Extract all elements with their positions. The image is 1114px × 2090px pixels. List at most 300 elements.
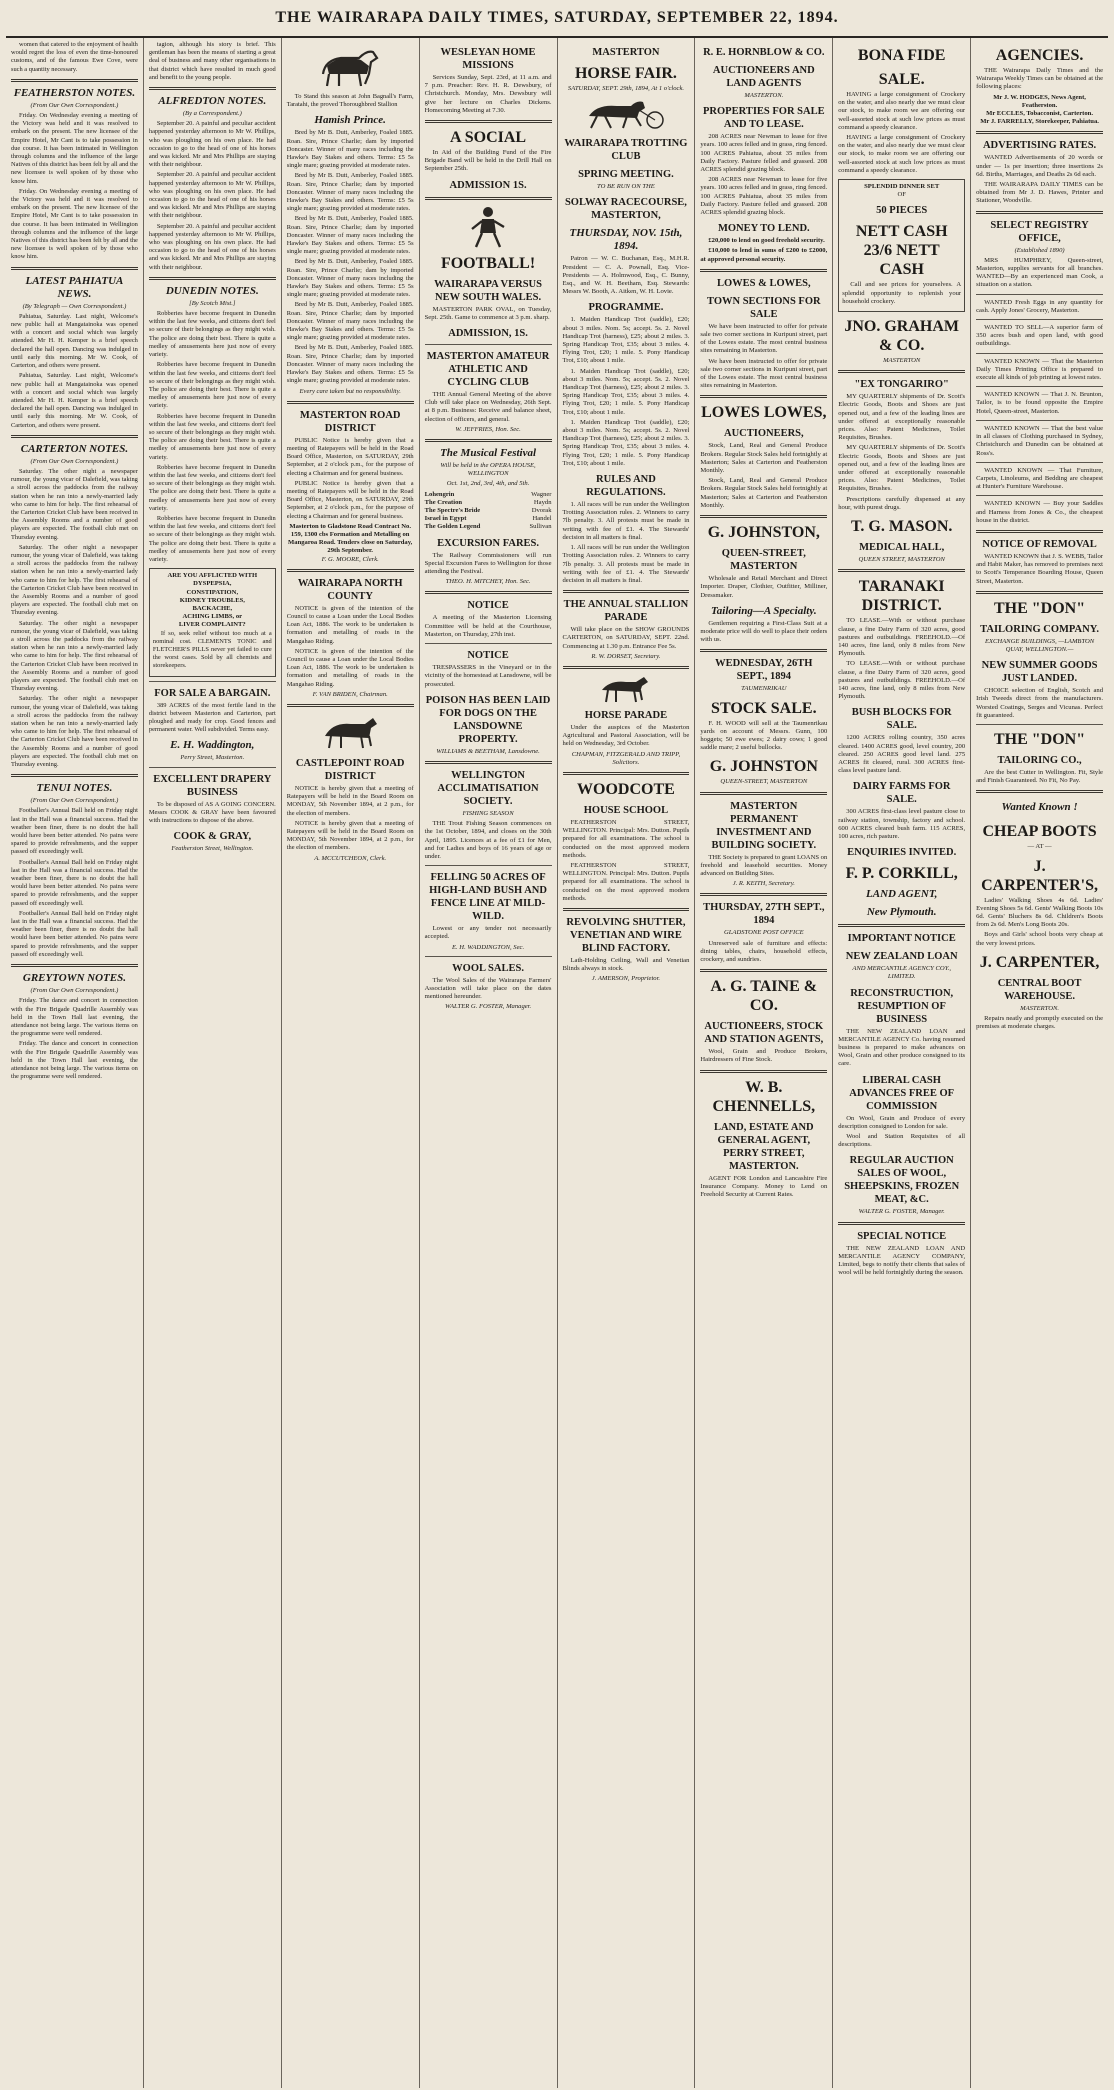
- don-heading: THE "DON": [994, 599, 1086, 617]
- work-title: The Spectre's Bride: [424, 507, 481, 515]
- column-5: [558, 38, 696, 2088]
- wednesday-heading: WEDNESDAY, 26TH SEPT., 1894: [715, 658, 813, 683]
- pills-line: ACHING LIMBS, or: [182, 613, 243, 621]
- divider: [838, 1222, 965, 1225]
- horse-woodcut-icon: [598, 674, 654, 704]
- lowes-auctioneers-sub: AUCTIONEERS,: [723, 428, 804, 440]
- divider: [11, 774, 138, 777]
- dunedin-sub: [By Scotch Mist.]: [189, 299, 236, 307]
- divider: [976, 495, 1103, 496]
- johnston-body: Wholesale and Retail Merchant and Direct Importer. Draper, Clothier, Outfitter, Milliner, Dressmaker.: [700, 575, 828, 599]
- work-title: The Golden Legend: [424, 523, 481, 531]
- divider: [425, 761, 552, 764]
- greytown-body-cont: Friday. The dance and concert in connection with the Fire Brigade Quadrille Assembly was held in the Town Hall last evening, the attendance not being large. The various items on the programme were well rendered.: [11, 1040, 138, 1081]
- divider: [838, 370, 965, 373]
- dunedin-body-cont: Robberies have become frequent in Dunedin within the last few weeks, and citizens don't feel so secure of their belongings as they might wish. The police are doing their best. There is quite a medley of amusements here just now of every variety.: [148, 361, 276, 410]
- notice-body: A meeting of the Masterton Licensing Committee will be held at the Courthouse, Masterton, on Thursday, 27th inst.: [424, 614, 552, 638]
- divider: [287, 569, 414, 572]
- corkill-town: New Plymouth.: [866, 906, 937, 919]
- removal-heading: NOTICE OF REMOVAL: [982, 538, 1097, 550]
- carterton-body: Saturday. The other night a newspaper rumour, the young vicar of Dalefield, was taking a stroll across the paddocks from the railway station when he ran into a newly-married lady who came to him for help. The first rehearsal of the Carterton Cricket Club have been received in the Assembly Rooms and a number of good players are expected. The football club met on Thursday evening.: [11, 467, 138, 541]
- tenui-heading: TENUI NOTES.: [36, 782, 113, 795]
- dairy-heading: DAIRY FARMS FOR SALE.: [852, 781, 951, 806]
- parade-heading: HORSE PARADE: [584, 709, 668, 721]
- dinner-set-price: NETT CASH 23/6 NETT CASH: [855, 223, 948, 279]
- divider: [425, 197, 552, 200]
- carpenter2-heading: J. CARPENTER,: [979, 953, 1100, 971]
- johnston2-sub: QUEEN-STREET, MASTERTON: [720, 778, 808, 786]
- advertising-rates-body: WANTED Advertisements of 20 words or under — 1s per insertion; three insertions 2s 6d. Births, Marriages, and Deaths 2s 6d each.: [976, 154, 1103, 178]
- latest-sub: (By Telegraph — Own Correspondent.): [22, 302, 127, 310]
- drapery-body: To be disposed of AS A GOING CONCERN. Messrs COOK & GRAY have been favoured with instructions to dispose of the above.: [148, 800, 276, 825]
- revolving-sign: J. AMERSON, Proprietor.: [591, 975, 661, 983]
- wesleyan-body: Services Sunday, Sept. 23rd, at 11 a.m. and 7 p.m. Preacher: Rev. H. R. Dewsbury, of Christchurch. Monday, Mrs. Dewsbury will give her lecture on Charles Dickens. Homecoming Meeting at 7.30.: [424, 74, 552, 114]
- stud-body-cont: Bred by Mr B. Dutt, Amberley, Foaled 1885. Roan. Sire, Prince Charlie; dam by imported Doncaster. Winner of many races including the Hawke's Bay Stakes and others. Terms: £5 5s single mare; grazing provided at moderate rates.: [286, 172, 414, 213]
- cycling-body: THE Annual General Meeting of the above Club will take place on Wednesday, 26th Sept. at 8 p.m. Business: Receive and balance sheet, election of officers, and general.: [424, 391, 552, 423]
- lowes-body-cont: We have been instructed to offer for private sale two corner sections in Kuripuni street, part of the Lowes estate. The most central business sites remaining in Masterton.: [700, 357, 828, 390]
- sale-heading: FOR SALE A BARGAIN.: [154, 687, 271, 699]
- divider: [287, 704, 414, 707]
- registry-body: MRS HUMPHREY, Queen-street, Masterton, supplies servants for all branches. WANTED—By an experienced man Cook, a situation on a station.: [976, 256, 1103, 289]
- divider: [11, 267, 138, 270]
- carpenter-town: MASTERTON.: [1020, 1004, 1060, 1012]
- cheap-boots-heading: CHEAP BOOTS: [982, 823, 1097, 841]
- wanted-ad: WANTED Fresh Eggs in any quantity for cash. Apply Jones' Grocery, Masterton.: [976, 298, 1103, 314]
- properties-body-cont: 208 ACRES near Newman to lease for five years. 100 acres felled and in grass, ring fenced. 100 ACRES Pahiatua, about 35 miles from Daily Factory. Pasture felled and grassed. 208 ACRES splendid grazing block.: [700, 176, 828, 217]
- bush-blocks-body: 1200 ACRES rolling country, 350 acres cleared. 1400 ACRES good, level country, 200 cleared. 250 ACRES good level land. 275 ACRES fit cleared, rural. 300 ACRES first-class level pasture land.: [838, 734, 966, 775]
- trespass-sign: WILLIAMS & BEETHAM, Lansdowne.: [436, 747, 540, 755]
- zealand-body: THE NEW ZEALAND LOAN and MERCANTILE AGENCY Co. having resumed business is prepared to make advances on Wool, Grain and other produce consigned to its care.: [838, 1027, 966, 1068]
- festival-work: [425, 523, 552, 531]
- regular-sales-heading: REGULAR AUCTION SALES OF WOOL, SHEEPSKINS, FROZEN MEAT, &C.: [844, 1155, 960, 1206]
- notice-heading: NOTICE: [467, 600, 509, 612]
- carpenter-address: CENTRAL BOOT WAREHOUSE.: [997, 977, 1082, 1002]
- programme-body-cont: 1. Maiden Handicap Trot (saddle), £20; about 3 miles. Nom. 5s; accept. 5s. 2. Novel Handicap Trot (harness), £25; about 2 miles. 3. Spring Handicap Trot, £35; about 3 miles. 4. Flying Trot, £20; 1 mile. 5. Pony Handicap Trot, £10; about 1 mile.: [562, 367, 690, 416]
- bona-fide-heading: BONA FIDE: [857, 47, 946, 64]
- masterton-heading: MASTERTON: [592, 47, 660, 58]
- football-player-icon: [466, 205, 510, 249]
- carterton-body-cont: Saturday. The other night a newspaper rumour, the young vicar of Dalefield, was taking a stroll across the paddocks from the railway station when he ran into a newly-married lady who came to him for help. The first rehearsal of the Carterton Cricket Club have been received in the Assembly Rooms and a number of good players are expected. The football club met on Thursday evening.: [11, 543, 138, 617]
- don2-sub: TAILORING CO.,: [997, 754, 1082, 766]
- greytown-body: Friday. The dance and concert in connection with the Fire Brigade Quadrille Assembly was held in the Town Hall last evening, the attendance not being large. The various items on the programme were well rendered.: [11, 997, 138, 1038]
- chennells-heading: W. B. CHENNELLS,: [712, 1078, 816, 1115]
- pills-line: KIDNEY TROUBLES,: [179, 596, 245, 604]
- divider: [976, 131, 1103, 134]
- columns: [6, 38, 1108, 2088]
- north-heading: WAIRARAPA NORTH COUNTY: [297, 577, 403, 602]
- taranaki-body: TO LEASE.—With or without purchase clause, a fine Dairy Farm of 320 acres, good pastures and outbuildings. FREEHOLD.—Of 140 acres, fine land, only 8 miles from New Plymouth.: [838, 617, 966, 658]
- hornblow-town: MASTERTON.: [744, 92, 784, 99]
- pills-line: BACKACHE,: [192, 604, 233, 612]
- horse-woodcut-icon: [315, 44, 385, 90]
- graham-heading: JNO. GRAHAM & CO.: [844, 318, 960, 355]
- new-goods-heading: NEW SUMMER GOODS JUST LANDED.: [981, 660, 1098, 685]
- festival-sign: THEO. H. MITCHEY, Hon. Sec.: [445, 578, 531, 586]
- north-sign: F. VAN BRIDEN, Chairman.: [312, 690, 388, 698]
- revolving-body: Lath-Holding Ceiling, Wall and Venetian Blinds always in stock.: [562, 956, 690, 973]
- work-author: Dvorak: [531, 507, 552, 515]
- dinner-set-heading: SPLENDID DINNER SET: [864, 183, 940, 191]
- wool-body: The Wool Sales of the Wairarapa Farmers' Association will take place on the dates mentioned hereunder.: [424, 976, 552, 1001]
- stock-sale-body: F. H. WOOD will sell at the Taumenrikau yards on account of Messrs. Gunn, 100 hoggets; 50 ewe ewes; 2 dairy cows; 1 good saddle mare; 2 useful bullocks.: [700, 719, 828, 752]
- taine-sub: AUCTIONEERS, STOCK AND STATION AGENTS,: [704, 1021, 824, 1046]
- advertising-rates-heading: ADVERTISING RATES.: [982, 140, 1097, 152]
- cycling-sign: W. JEFFRIES, Hon. Sec.: [455, 425, 521, 433]
- hornblow-sub: AUCTIONEERS AND LAND AGENTS: [712, 65, 815, 89]
- rules-heading: RULES AND REGULATIONS.: [586, 474, 666, 499]
- exchange-buildings: EXCHANGE BUILDINGS, —LAMBTON QUAY, WELLINGTON.—: [984, 637, 1095, 653]
- divider: [700, 395, 827, 398]
- special-notice-heading: SPECIAL NOTICE: [857, 1230, 947, 1242]
- work-author: Haydn: [533, 498, 552, 506]
- dinner-set-of: OF: [897, 191, 906, 199]
- wesleyan-heading: WESLEYAN HOME MISSIONS: [440, 47, 536, 71]
- carpenter-footer: Repairs neatly and promptly executed on the premises at moderate charges.: [976, 1014, 1103, 1031]
- column-7: [833, 38, 971, 2088]
- acclimatisation-sub: FISHING SEASON: [462, 809, 514, 817]
- castlepoint-heading: CASTLEPOINT ROAD DISTRICT: [295, 757, 405, 782]
- society-body: THE Society is prepared to grant LOANS on freehold and leasehold securities. Money advanced on Building Sites.: [700, 853, 828, 877]
- cook-gray-name: COOK & GRAY,: [173, 831, 252, 843]
- chennells-sub: LAND, ESTATE AND GENERAL AGENT, PERRY STREET, MASTERTON.: [713, 1121, 814, 1172]
- divider: [149, 87, 276, 90]
- north-body: NOTICE is given of the intention of the Council to cause a Loan under the Local Bodies Loan Act, 1886. The work to be undertaken is formation and metalling of roads in the Mangahao Riding.: [286, 604, 414, 645]
- money-line: £20,000 to lend on good freehold security.: [708, 237, 825, 245]
- divider: [425, 120, 552, 123]
- horse-fair-date: SATURDAY, SEPT. 29th, 1894, At 1 o'clock.: [567, 85, 685, 92]
- drapery-heading: EXCELLENT DRAPERY BUSINESS: [153, 773, 272, 798]
- festival-dates: Oct. 1st, 2nd, 3rd, 4th, and 5th.: [446, 480, 530, 488]
- agent-entry: Mr J. FARRELLY, Storekeeper, Pahiatua.: [980, 118, 1099, 126]
- stud-body-cont5: Bred by Mr B. Dutt, Amberley, Foaled 1885. Roan. Sire, Prince Charlie; dam by imported Doncaster. Winner of many races including the Hawke's Bay Stakes and others. Terms: £5 5s single mare; grazing provided at moderate rates.: [286, 344, 414, 385]
- thursday-sub: GLADSTONE POST OFFICE: [724, 929, 804, 937]
- work-author: Wagner: [531, 490, 552, 498]
- divider: [425, 591, 552, 594]
- trespass-body: TRESPASSERS in the Vineyard or in the vicinity of the homestead at Lansdowne, will be prosecuted.: [424, 664, 552, 688]
- latest-body: Pahiatua, Saturday. Last night, Welcome's new public hall at Mangatainoka was opened with a concert and social which was largely attended. Mr H. H. Kemper is a brief speech declared the hall open. Dancing was indulged in until early this morning. Mr W. Cook, of Carterton, and others were present.: [11, 312, 138, 370]
- lead-text: tagion, although his story is brief. This gentleman has been the means of starting a great deal of business and many other organisations in that district which have resulted in much good and benefit to the young people.: [148, 41, 276, 81]
- graham-sub: MASTERTON: [883, 357, 921, 365]
- trotting-date: THURSDAY, NOV. 15th, 1894.: [569, 227, 683, 253]
- stud-body: Bred by Mr B. Dutt, Amberley, Foaled 1885. Roan. Sire, Prince Charlie; dam by imported Doncaster. Winner of many races including the Hawke's Bay Stakes and others. Terms: £5 5s single mare; grazing provided at moderate rates.: [286, 129, 414, 170]
- gladstone-contract: Masterton to Gladstone Road Contract No. 159, 1300 cbs Formation and Metalling on Mangaroa Road. Tenders close on Saturday, 29th September.: [288, 522, 413, 555]
- felling-body: Lowest or any tender not necessarily accepted.: [424, 925, 552, 941]
- programme-body: 1. Maiden Handicap Trot (saddle), £20; about 3 miles. Nom. 5s; accept. 5s. 2. Novel Handicap Trot (harness), £25; about 2 miles. 3. Spring Handicap Trot, £35; about 3 miles. 4. Flying Trot, £20; 1 mile. 5. Pony Handicap Trot, £10; about 1 mile.: [562, 316, 690, 365]
- divider: [563, 666, 690, 669]
- programme-heading: PROGRAMME.: [588, 302, 664, 314]
- divider: [563, 908, 690, 911]
- carterton-body-cont3: Saturday. The other night a newspaper rumour, the young vicar of Dalefield, was taking a stroll across the paddocks from the railway station when he ran into a newly-married lady who came to him for help. The first rehearsal of the Carterton Cricket Club have been received in the Assembly Rooms and a number of good players are expected. The football club met on Thursday evening.: [11, 695, 138, 769]
- wednesday-sub: TAUMENRIKAU: [741, 685, 787, 693]
- festival-work: [425, 515, 552, 523]
- trotting-horse-icon: [583, 96, 669, 132]
- festival-work: [425, 507, 552, 515]
- tailoring-body: Gentlemen requiring a First-Class Suit at a moderate price will do well to place their orders with us.: [700, 619, 828, 644]
- stock-sale-heading: STOCK SALE.: [711, 699, 817, 717]
- festival-work: [425, 499, 552, 507]
- corkill-sub: LAND AGENT,: [866, 888, 938, 901]
- johnston-sub: QUEEN-STREET, MASTERTON: [721, 548, 806, 573]
- work-author: Sullivan: [529, 523, 552, 531]
- north-body-cont: NOTICE is given of the intention of the Council to cause a Loan under the Local Bodies Loan Act, 1886. The work to be undertaken is formation and metalling of roads in the Mangahao Riding.: [286, 647, 414, 688]
- graham-body: MY QUARTERLY shipments of Dr. Scott's Electric Goods, Boots and Shoes are just opened out, and a few of the leading lines are under offered at exceptionally reasonable prices. Also: Patent Medicines, Toilet Requisites, Brushes.: [838, 393, 966, 442]
- road-heading: MASTERTON ROAD DISTRICT: [299, 409, 401, 434]
- agencies-heading: AGENCIES.: [995, 47, 1084, 64]
- divider: [149, 767, 276, 768]
- column-8: [971, 38, 1108, 2088]
- festival-work: [425, 491, 552, 499]
- carterton-sub: (From Our Own Correspondent.): [30, 457, 119, 465]
- divider: [976, 462, 1103, 463]
- mason-town: QUEEN STREET, MASTERTON: [858, 556, 945, 564]
- stud-intro: To Stand this season at John Bagnall's Farm, Taratahi, the proved Thoroughbred Stallion: [286, 93, 414, 109]
- divider: [976, 294, 1103, 295]
- at-label: — AT —: [1027, 843, 1052, 851]
- carpenter-list: Ladies' Walking Shoes 4s 6d. Ladies' Evening Shoes 5s 6d. Gents' Walking Boots 10s 6d. Gents' Bluchers 8s 6d. Children's Boots from 2s 6d. Men's Long Boots 20s.: [976, 896, 1103, 929]
- stud-body-cont3: Bred by Mr B. Dutt, Amberley, Foaled 1885. Roan. Sire, Prince Charlie; dam by imported Doncaster. Winner of many races including the Hawke's Bay Stakes and others. Terms: £5 5s single mare; grazing provided at moderate rates.: [286, 258, 414, 299]
- pills-body: If so, seek relief without too much at a nominal cost. CLEMENTS TONIC and FLETCHER'S PILLS never yet failed to cure the worst cases. Sold by all chemists and storekeepers.: [152, 629, 272, 670]
- divider: [700, 649, 827, 652]
- don-sub: TAILORING COMPANY.: [980, 623, 1099, 635]
- dunedin-body-cont3: Robberies have become frequent in Dunedin within the last few weeks, and citizens don't feel so secure of their belongings as they might wish. The police are doing their best. There is quite a medley of amusements here just now of every variety.: [148, 463, 276, 512]
- cycling-heading: MASTERTON AMATEUR ATHLETIC AND CYCLING CLUB: [426, 351, 550, 389]
- rules-body: 1. All races will be run under the Wellington Trotting Association rules. 2. Winners to carry 7lb penalty. 3. All protests must be made in writing with fee of £1. 4. The Stewards' decision in all matters is final.: [562, 501, 690, 541]
- alfredton-body: September 20. A painful and peculiar accident happened yesterday afternoon to Mr W. Phillips, who was ploughing on his own place. He had occasion to go to the head of one of his horses and was kicked. Mr and Mrs Phillips are staying with their neighbour.: [148, 120, 276, 169]
- divider: [700, 515, 827, 518]
- wanted-ad: WANTED KNOWN — That Furniture, Carpets, Linoleums, and Bedding are cheapest at Hunter's Furniture Warehouse.: [976, 466, 1103, 491]
- featherston-heading: FEATHERSTON NOTES.: [13, 86, 136, 99]
- football-teams: WAIRARAPA VERSUS NEW SOUTH WALES.: [434, 278, 542, 303]
- sale-heading: SALE.: [878, 71, 925, 88]
- reconstruction-heading: RECONSTRUCTION, RESUMPTION OF BUSINESS: [850, 987, 954, 1025]
- divider: [11, 964, 138, 967]
- road-body-cont: PUBLIC Notice is hereby given that a meeting of Ratepayers will be held in the Road Board Office, Masterton, on SATURDAY, 29th September, at 2 o'clock p.m., for the purpose of electing a Chairman and for general business.: [286, 479, 414, 520]
- divider: [700, 269, 827, 272]
- hornblow-heading: R. E. HORNBLOW & CO.: [703, 47, 825, 58]
- alfredton-body-cont: September 20. A painful and peculiar accident happened yesterday afternoon to Mr W. Phillips, who was ploughing on his own place. He had occasion to go to the head of one of his horses and was kicked. Mr and Mrs Phillips are staying with their neighbour.: [148, 171, 276, 220]
- wanted-known-heading: Wanted Known !: [1001, 801, 1078, 814]
- sale-body: 389 ACRES of the most fertile land in the district between Masterton and Carterton, part ploughed and ready for crop. Good fences and permanent water. Well subdivided. Terms easy.: [148, 701, 276, 734]
- divider: [425, 865, 552, 866]
- featherston-sub: (From Our Own Correspondent.): [30, 101, 119, 109]
- lowes-auctioneers-body: Stock, Land, Real and General Produce Brokers. Regular Stock Sales held fortnightly at Masterton; Sales at Carterton and Featherston Monthly.: [700, 442, 828, 475]
- festival-sub: Will be held in the OPERA HOUSE, WELLINGTON: [440, 462, 536, 478]
- trespass-heading: NOTICE: [467, 650, 509, 662]
- wanted-ad: WANTED KNOWN — That the best value in all classes of Clothing purchased in Sydney, Christchurch and Dunedin can be obtained at Ross's.: [976, 424, 1103, 457]
- acclimatisation-body: THE Trout Fishing Season commences on the 1st October, 1894, and closes on the 30th April, 1895. Licences at a fee of £1 for Men, and for Ladies and boys of 16 years of age or under.: [424, 820, 552, 860]
- liberal-heading: LIBERAL CASH ADVANCES FREE OF COMMISSION: [849, 1074, 955, 1112]
- removal-body: WANTED KNOWN that J. S. WEBB, Tailor and Habit Maker, has removed to premises next to Scott's Temperance Boarding House, Queen Street, Masterton.: [976, 552, 1103, 585]
- lowes-body: We have been instructed to offer for private sale two corner sections in Kuripuni street, part of the Lowes estate. The most central business sites remaining in Masterton.: [700, 322, 828, 355]
- parade-body: Under the auspices of the Masterton Agricultural and Pastoral Association, will be held on Wednesday, 3rd October.: [562, 723, 690, 748]
- divider: [838, 569, 965, 572]
- programme-body-cont2: 1. Maiden Handicap Trot (saddle), £20; about 3 miles. Nom. 5s; accept. 5s. 2. Novel Handicap Trot (harness), £25; about 2 miles. 3. Spring Handicap Trot, £35; about 3 miles. 4. Flying Trot, £20; 1 mile. 5. Pony Handicap Trot, £10; about 1 mile.: [562, 418, 690, 467]
- work-title: Israel in Egypt: [424, 515, 467, 523]
- football-heading: FOOTBALL!: [440, 254, 536, 272]
- carterton-heading: CARTERTON NOTES.: [20, 442, 129, 455]
- latest-body-cont: Pahiatua, Saturday. Last night, Welcome's new public hall at Mangatainoka was opened with a concert and social which was largely attended. Mr H. H. Kemper is a brief speech declared the hall open. Dancing was indulged in until early this morning. Mr W. Cook, of Carterton, and others were present.: [11, 372, 138, 429]
- carterton-body-cont2: Saturday. The other night a newspaper rumour, the young vicar of Dalefield, was taking a stroll across the paddocks from the railway station when he ran into a newly-married lady who came to him for help. The first rehearsal of the Carterton Cricket Club have been received in the Assembly Rooms and a number of good players are expected. The football club met on Thursday evening.: [11, 619, 138, 693]
- divider: [976, 353, 1103, 354]
- excursion-heading: EXCURSION FARES.: [437, 537, 540, 549]
- cook-gray-address: Featherston Street, Wellington.: [171, 845, 254, 853]
- column-3: [282, 38, 420, 2088]
- woodcote-body: FEATHERSTON STREET, WELLINGTON. Principal: Mrs. Dutton. Pupils prepared for all examinations. The school is conducted on the most approved modern methods.: [562, 818, 690, 859]
- waddington-address: Perry Street, Masterton.: [180, 754, 245, 762]
- social-body: In Aid of the Building Fund of the Fire Brigade Band will be held in the Drill Hall on September 25th.: [424, 149, 552, 173]
- road-body: PUBLIC Notice is hereby given that a meeting of Ratepayers will be held in the Road Board Office, Masterton, on SATURDAY, 29th September, at 2 o'clock p.m., for the purpose of electing a Chairman and for general business.: [286, 436, 414, 477]
- wanted-ad: WANTED KNOWN — That J. N. Brunton, Tailor, is to be found opposite the Empire Hotel, Queen-street, Masterton.: [976, 391, 1103, 415]
- wool-sign: WALTER G. FOSTER, Manager.: [444, 1003, 532, 1011]
- horse-fair-heading: HORSE FAIR.: [574, 65, 677, 82]
- latest-heading: LATEST PAHIATUA NEWS.: [25, 274, 124, 300]
- pills-line: LIVER COMPLAINT?: [178, 621, 246, 629]
- divider: [563, 772, 690, 775]
- dairy-body: 300 ACRES first-class level pasture close to railway station, township, factory and school. 600 ACRES cleared bush farm. 115 ACRES, 100 acres, rich pasture.: [838, 808, 966, 840]
- agent-entry: Mr ECCLES, Tobacconist, Carterton.: [986, 110, 1093, 118]
- pills-advert: [149, 568, 276, 676]
- divider: [425, 956, 552, 957]
- divider: [425, 643, 552, 644]
- excursion-body: The Railway Commissioners will run Special Excursion Fares to Wellington for those attending the Festival.: [424, 551, 552, 576]
- divider: [11, 435, 138, 438]
- tailoring-heading: Tailoring—A Specialty.: [711, 604, 817, 617]
- greytown-sub: (From Our Own Correspondent.): [30, 987, 119, 995]
- dunedin-body: Robberies have become frequent in Dunedin within the last few weeks, and citizens don't feel so secure of their belongings as they might wish. The police are doing their best. There is quite a medley of amusements here just now of every variety.: [148, 310, 276, 359]
- tenui-body-cont: Footballer's Annual Ball held on Friday night last in the Hall was a financial success. Had the weather been finer, there is no doubt the hall would have been better attended. No pains were spared to provide refreshments, and the supper passed off exceedingly well.: [11, 858, 138, 907]
- pills-line: CONSTIPATION,: [186, 588, 239, 596]
- divider: [838, 924, 965, 927]
- football-admission: ADMISSION, 1S.: [448, 328, 528, 340]
- column-1: [6, 38, 144, 2088]
- trotting-course: SOLWAY RACECOURSE, MASTERTON,: [564, 197, 687, 222]
- bona-body: HAVING a large consignment of Crockery on the water, and also nearly due we must clear our stock, to make room we are offering our well-assorted stock at such low prices as must command a speedy clearance.: [838, 91, 966, 131]
- carpenter-body: Boys and Girls' school boots very cheap at the very lowest prices.: [976, 931, 1103, 947]
- rules-body-cont: 1. All races will be run under the Wellington Trotting Association rules. 2. Winners to carry 7lb penalty. 3. All protests must be made in writing with fee of £1. 4. The Stewards' decision in all matters is final.: [562, 544, 690, 584]
- taranaki-body-cont: TO LEASE.—With or without purchase clause, a fine Dairy Farm of 320 acres, good pastures and outbuildings. FREEHOLD.—Of 140 acres, fine land, only 8 miles from New Plymouth.: [838, 660, 966, 701]
- money-heading: MONEY TO LEND.: [717, 223, 810, 235]
- divider: [700, 893, 827, 896]
- chennells-body: AGENT FOR London and Lancashire Fire Insurance Company. Money to Lend on Freehold Security at Current Rates.: [700, 1174, 828, 1198]
- taranaki-heading: TARANAKI DISTRICT.: [858, 578, 945, 615]
- divider: [976, 386, 1103, 387]
- divider: [976, 591, 1103, 594]
- poison-notice: POISON HAS BEEN LAID FOR DOGS ON THE LANSDOWNE PROPERTY.: [425, 694, 551, 745]
- stallion-sign: R. W. DORSET, Secretary.: [591, 652, 661, 660]
- tenui-body-cont2: Footballer's Annual Ball held on Friday night last in the Hall was a financial success. Had the weather been finer, there is no doubt the hall would have been better attended. No pains were spared to provide refreshments, and the supper passed off exceedingly well.: [11, 909, 138, 958]
- tongariro-heading: "EX TONGARIRO": [854, 379, 949, 391]
- important-notice-heading: IMPORTANT NOTICE: [847, 933, 956, 945]
- carpenter-heading: J. CARPENTER'S,: [981, 857, 1099, 894]
- liberal-body: On Wool, Grain and Produce of every description consigned to London for sale.: [838, 1114, 966, 1130]
- divider: [425, 344, 552, 345]
- festival-heading: The Musical Festival: [440, 447, 537, 460]
- intro-text: women that catered to the enjoyment of health would regret the loss of even the time-honoured customs, and of the famous Ewe Cove, were such a quantity necessary.: [11, 41, 138, 73]
- divider: [976, 319, 1103, 320]
- masthead-title: THE WAIRARAPA DAILY TIMES, SATURDAY, SEPTEMBER 22, 1894.: [275, 9, 839, 26]
- divider: [976, 211, 1103, 214]
- don-body: CHOICE selection of English, Scotch and Irish Tweeds direct from the manufacturers. Worsted Coatings, Serges and Vicunas. Perfect fit guaranteed.: [976, 687, 1103, 719]
- stallion-name: Hamish Prince.: [314, 114, 386, 127]
- stud-body-cont4: Bred by Mr B. Dutt, Amberley, Foaled 1885. Roan. Sire, Prince Charlie; dam by imported Doncaster. Winner of many races including the Hawke's Bay Stakes and others. Terms: £5 5s single mare; grazing provided at moderate rates.: [286, 301, 414, 342]
- taine-body: Wool, Grain and Produce Brokers, Hairdressers of Fine Stock.: [700, 1048, 828, 1064]
- zealand-heading: NEW ZEALAND LOAN: [845, 951, 958, 963]
- divider: [700, 969, 827, 972]
- divider: [700, 792, 827, 795]
- wool-stock-note: Wool and Station Requisites of all descriptions.: [838, 1132, 966, 1149]
- felling-heading: FELLING 50 ACRES OF HIGH-LAND BUSH AND FENCE LINE AT MILD-WILD.: [429, 872, 547, 923]
- castlepoint-sign: A. MCCUTCHEON, Clerk.: [314, 854, 387, 862]
- festival-works: [425, 491, 552, 532]
- divider: [287, 401, 414, 404]
- alfredton-sub: (By a Correspondent.): [182, 110, 242, 118]
- thursday-body: Unreserved sale of furniture and effects: dining tables, chairs, household effects, crockery, and sundries.: [700, 939, 828, 963]
- dunedin-body-cont4: Robberies have become frequent in Dunedin within the last few weeks, and citizens don't feel so secure of their belongings as they might wish. The police are doing their best. There is quite a medley of amusements here just now of every variety.: [148, 514, 276, 563]
- social-heading: A SOCIAL: [450, 129, 527, 147]
- road-sign: F. G. MOORE, Clerk.: [321, 555, 379, 563]
- filler-text: Friday. On Wednesday evening a meeting of the Victory was held and it was resolved to embark on the present. The new licensee of the Empire Hotel, Mr Cant is to take possession in due course. It has been intimated in Wellington through columns and the influence of the large Natives of this district has been felt by all and the new licensee is well spoken of by those who know him.: [11, 187, 138, 261]
- work-title: Lohengrin: [424, 490, 455, 498]
- lowes-sub: TOWN SECTIONS FOR SALE: [707, 295, 821, 320]
- properties-body: 208 ACRES near Newman to lease for five years. 100 acres felled and in grass, ring fenced. 100 ACRES Pahiatua, about 35 miles from Daily Factory. Pasture felled and grassed. 208 ACRES splendid grazing block.: [700, 133, 828, 174]
- work-author: Handel: [532, 515, 552, 523]
- divider: [149, 681, 276, 682]
- woodcote-heading: WOODCOTE: [577, 780, 675, 798]
- trotting-body: Patron — W. C. Buchanan, Esq., M.H.R. President — C. A. Pownall, Esq. Vice-Presidents — A. Holmwood, Esq., C. Bunny, Esq., and W. H. Beetham, Esq. Stewards: Messrs W. Booth, A. Aitken, W. H. Lovie.: [562, 255, 690, 296]
- divider: [976, 420, 1103, 421]
- divider: [700, 1070, 827, 1073]
- greytown-heading: GREYTOWN NOTES.: [22, 972, 126, 985]
- lowes-auctioneers-body-cont: Stock, Land, Real and General Produce Brokers. Regular Stock Sales held fortnightly at Masterton; Sales at Carterton and Featherston Monthly.: [700, 477, 828, 509]
- stud-sign: Every care taken but no responsibility.: [299, 387, 401, 395]
- bona-body-cont: HAVING a large consignment of Crockery on the water, and also nearly due we must clear our stock, to make room we are offering our well-assorted stock at such low prices as must command a speedy clearance.: [838, 134, 966, 174]
- graham-body-cont: MY QUARTERLY shipments of Dr. Scott's Electric Goods, Boots and Shoes are just opened out, and a few of the leading lines are under offered at exceptionally reasonable prices. Also: Patent Medicines, Toilet Requisites, Brushes.: [838, 444, 966, 493]
- corkill-heading: F. P. CORKILL,: [845, 865, 958, 883]
- social-admission: ADMISSION 1S.: [449, 179, 527, 191]
- society-sign: J. R. KEITH, Secretary.: [732, 880, 795, 888]
- divider: [149, 277, 276, 280]
- felling-sign: E. H. WADDINGTON, Sec.: [451, 943, 525, 951]
- woodcote-sub: HOUSE SCHOOL: [583, 804, 669, 816]
- wanted-ad: WANTED TO SELL—A superior farm of 350 acres bush and open land, with good outbuildings.: [976, 324, 1103, 348]
- acclimatisation-heading: WELLINGTON ACCLIMATISATION SOCIETY.: [437, 769, 539, 807]
- trotting-heading: WAIRARAPA TROTTING CLUB: [564, 138, 688, 163]
- lowes-auctioneers-heading: LOWES LOWES,: [701, 404, 827, 422]
- column-6: [695, 38, 833, 2088]
- mason-heading: T. G. MASON.: [850, 518, 953, 536]
- agent-entry: Mr J. W. HODGES, News Agent, Featherston.: [993, 93, 1086, 109]
- castlepoint-body-cont: NOTICE is hereby given that a meeting of Ratepayers will be held in the Board Room on MONDAY, 5th November 1894, at 2 p.m., for the election of members.: [286, 819, 414, 852]
- pills-line: DYSPEPSIA,: [193, 580, 232, 588]
- column-2: [144, 38, 282, 2088]
- tenui-sub: (From Our Own Correspondent.): [30, 797, 119, 805]
- wanted-ad: WANTED KNOWN — Buy your Saddles and Harness from Jones & Co., the cheapest house in the district.: [976, 500, 1103, 524]
- dunedin-heading: DUNEDIN NOTES.: [165, 284, 259, 297]
- featherston-body: Friday. On Wednesday evening a meeting of the Victory was held and it was resolved to embark on the present. The new licensee of the Empire Hotel, Mr Cant is to take possession in due course. It has been intimated in Wellington through columns and the influence of the large Natives of this district has been felt by all and the new licensee is well spoken of by those who know him.: [11, 112, 138, 185]
- alfredton-body-cont2: September 20. A painful and peculiar accident happened yesterday afternoon to Mr W. Phillips, who was ploughing on his own place. He had occasion to go to the head of one of his horses and was kicked. Mr and Mrs Phillips are staying with their neighbour.: [148, 222, 276, 271]
- agencies-body: THE Wairarapa Daily Times and the Wairarapa Weekly Times can be obtained at the following places:: [976, 67, 1103, 91]
- dinner-set-note: Call and see prices for yourselves. A splendid opportunity to replenish your household crockery.: [842, 281, 962, 305]
- bush-blocks-heading: BUSH BLOCKS FOR SALE.: [851, 707, 952, 732]
- alfredton-heading: ALFREDTON NOTES.: [158, 95, 267, 108]
- divider: [425, 439, 552, 442]
- foster-sign: WALTER G. FOSTER, Manager.: [858, 1208, 945, 1216]
- money-line: £10,000 to lend in sums of £200 to £2000, at approved personal security.: [700, 247, 828, 263]
- special-notice-body: THE NEW ZEALAND LOAN AND MERCANTILE AGENCY COMPANY, Limited, begs to notify their clients that sales of wool will be held fortnightly during the season.: [838, 1244, 966, 1277]
- registry-heading: SELECT REGISTRY OFFICE,: [990, 219, 1089, 244]
- chapman-sign: CHAPMAN, FITZGERALD AND TRIPP, Solicitors.: [571, 750, 681, 766]
- mason-sub: MEDICAL HALL,: [859, 542, 945, 554]
